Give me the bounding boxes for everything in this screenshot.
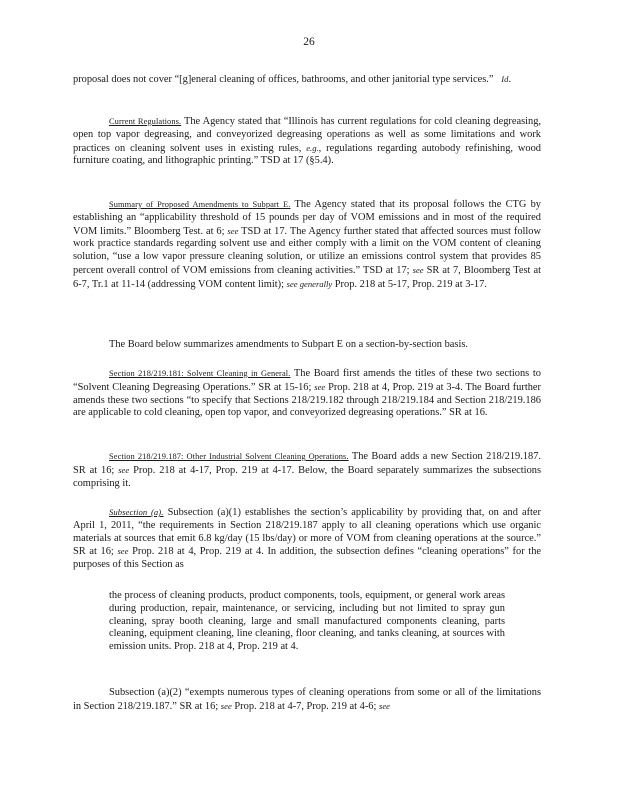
paragraph-text: Subsection (a)(2) “exempts numerous types of cleaning operations from some or all of the limitations in Section 218/219.187.” SR at 16;	[73, 687, 541, 712]
paragraph-text: The Board below summarizes amendments to Subpart E on a section-by-section basis.	[109, 339, 468, 350]
signal-see: see	[118, 464, 130, 475]
section-heading: Section 218/219.181: Solvent Cleaning in General.	[109, 369, 291, 378]
paragraph-current-regulations	[73, 116, 541, 168]
paragraph-board-summary	[73, 339, 541, 352]
paragraph-section-187	[73, 451, 541, 490]
page-number: 26	[303, 36, 315, 48]
citation-period: .	[508, 74, 512, 85]
signal-see-generally: see generally	[286, 278, 333, 289]
paragraph-text: proposal does not cover “[g]eneral cleaning of offices, bathrooms, and other janitorial type services.”	[73, 74, 494, 85]
paragraph-text-continued: TSD at 17. The Agency further stated that affected sources must follow work practice standards regarding solvent use and either comply with a limit on the VOM content of cleaning solution, “use a low vapor pressure cleaning solution, or utilize an emissions control system that provides 85 percent overall control of VOM emissions from cleaning activities.” TSD at 17;	[73, 225, 541, 276]
paragraph-text-continued: Prop. 218 at 4-17, Prop. 219 at 4-17. Below, the Board separately summarizes the subsections comprising it.	[73, 464, 541, 489]
section-heading: Section 218/219.187: Other Industrial Solvent Cleaning Operations.	[109, 452, 349, 461]
paragraph-summary-amendments	[73, 199, 541, 292]
section-heading: Summary of Proposed Amendments to Subpart E.	[109, 200, 291, 209]
paragraph-subsection-a	[73, 506, 541, 572]
paragraph-text-continued: Prop. 218 at 4-7, Prop. 219 at 4-6;	[234, 700, 377, 712]
paragraph-text: The Agency stated that “Illinois has current regulations for cold cleaning degreasing, open top vapor degreasing, and conveyorized degreasing operations as well as some limitations and work practices on cleaning solvent uses in existing rules,	[73, 116, 541, 154]
citation-id: Id	[501, 74, 509, 84]
paragraph-text: The Agency stated that its proposal follows the CTG by establishing an “applicability threshold of 15 pounds per day of VOM emissions and in most of the required VOM limits.” Bloomberg Test. at 6;	[73, 199, 541, 237]
paragraph-text: The Board adds a new Section 218/219.187. SR at 16;	[73, 451, 541, 476]
paragraph-text-continued: Prop. 218 at 5-17, Prop. 219 at 3-17.	[334, 278, 487, 290]
paragraph-text-continued: Prop. 218 at 4, Prop. 219 at 3-4. The Board further amends these two sections “to specify that Sections 218/219.182 through 218/219.184 and Section 218/219.186 are applicable to cold cleaning, open top vapor, and conveyorized degreasing operations.” SR at 16.	[73, 381, 541, 419]
quote-text: the process of cleaning products, product components, tools, equipment, or general work areas during production, repair, maintenance, or servicing, including but not limited to spray gun cleaning, spray booth cleaning, large and small manufactured components cleaning, parts cleaning, equipment cleaning, line cleaning, floor cleaning, and tanks cleaning, at sources with emission units. Prop. 218 at 4, Prop. 219 at 4.	[109, 590, 505, 653]
signal-eg: e.g.	[306, 142, 319, 153]
signal-see: see	[227, 225, 239, 236]
section-heading: Current Regulations.	[109, 117, 182, 126]
signal-see: see	[379, 700, 390, 711]
block-quote-definition	[109, 590, 505, 654]
paragraph-text: The Board first amends the titles of these two sections to “Solvent Cleaning Degreasing Operations.” SR at 15-16;	[73, 368, 541, 393]
paragraph-janitorial	[73, 73, 541, 87]
signal-see: see	[314, 381, 326, 392]
paragraph-text-continued: , regulations regarding autobody refinishing, wood furniture coating, and lithographic printing.” TSD at 17 (§5.4).	[73, 142, 541, 167]
paragraph-section-181	[73, 368, 541, 420]
section-heading: Subsection (a).	[109, 507, 164, 517]
signal-see: see	[220, 700, 232, 711]
paragraph-text-continued: SR at 7, Bloomberg Test at 6-7, Tr.1 at 11-14 (addressing VOM content limit);	[73, 264, 541, 290]
paragraph-text: Subsection (a)(1) establishes the section’s applicability by providing that, on and after April 1, 2011, “the requirements in Section 218/219.187 apply to all cleaning operations which use organic materials at sources that emit 6.8 kg/day (15 lbs/day) or more of VOM from cleaning operations at the source.” SR at 16;	[73, 507, 541, 558]
signal-see: see	[412, 264, 424, 275]
paragraph-subsection-a2	[73, 687, 541, 714]
signal-see: see	[117, 546, 129, 557]
paragraph-text-continued: Prop. 218 at 4, Prop. 219 at 4. In addition, the subsection defines “cleaning operations” for the purposes of this Section as	[73, 546, 541, 571]
